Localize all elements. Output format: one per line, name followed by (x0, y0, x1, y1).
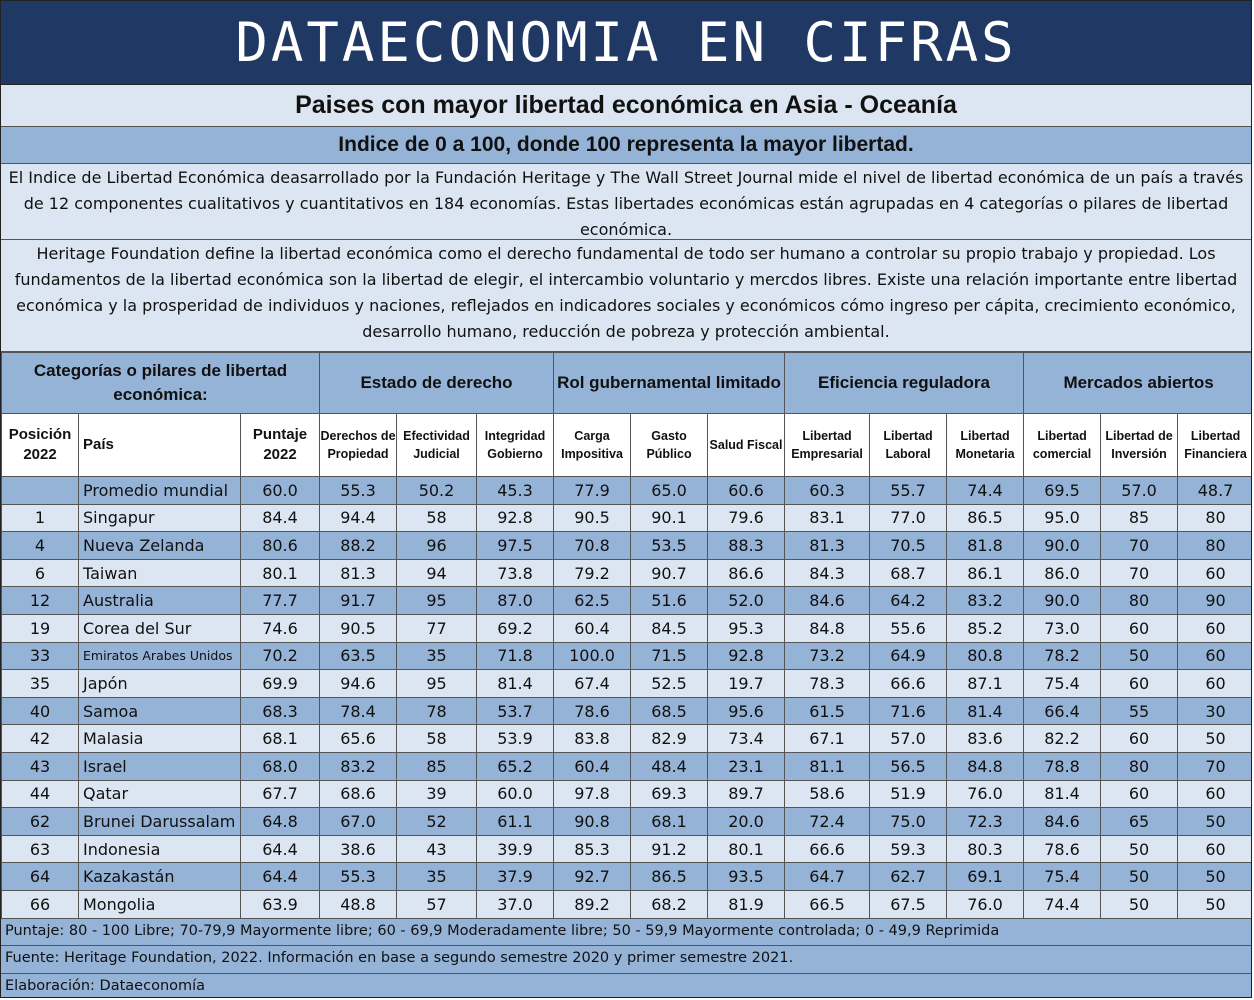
table-cell: 84.3 (785, 559, 870, 587)
table-cell: 81.3 (785, 532, 870, 560)
table-cell: 73.4 (708, 725, 785, 753)
table-cell: 90.0 (1024, 587, 1101, 615)
table-cell: 73.2 (785, 642, 870, 670)
table-cell: 86.1 (947, 559, 1024, 587)
table-cell: 76.0 (947, 890, 1024, 918)
description-paragraph-2: Heritage Foundation define la libertad económica como el derecho fundamental de todo ser humano a controlar su propio trabajo y propiedad. Los fundamentos de la libertad económica son la libertad de elegir, el intercambio voluntario y mercdos libres. Existe una relación importante entre libertad económica y la prosperidad de individuos y naciones, reflejados en indicadores sociales y económicos cómo ingreso per cápita, crecimiento económico, desarrollo humano, reducción de pobreza y protección ambiental. (1, 240, 1251, 352)
table-row (2, 780, 1253, 808)
table-cell: 80.6 (241, 532, 320, 560)
table-cell: 80.3 (947, 835, 1024, 863)
table-cell: 75.0 (870, 808, 947, 836)
table-cell: 58.6 (785, 780, 870, 808)
table-cell: 84.5 (631, 614, 708, 642)
table-cell: 85.3 (554, 835, 631, 863)
table-cell: 66 (2, 890, 79, 918)
table-cell: 67.4 (554, 670, 631, 698)
table-cell: 77 (397, 614, 477, 642)
country-cell: Emiratos Arabes Unidos (79, 642, 241, 670)
table-cell: 87.0 (477, 587, 554, 615)
table-cell: 69.9 (241, 670, 320, 698)
table-cell: 80.1 (241, 559, 320, 587)
table-cell: 83.2 (947, 587, 1024, 615)
table-cell: 68.7 (870, 559, 947, 587)
table-cell: 52 (397, 808, 477, 836)
table-row (2, 725, 1253, 753)
column-header: Libertad Financiera (1178, 414, 1252, 477)
table-cell: 52.5 (631, 670, 708, 698)
table-cell: 64 (2, 863, 79, 891)
table-cell: 12 (2, 587, 79, 615)
banner-title: DATAECONOMIA EN CIFRAS (1, 1, 1251, 85)
table-cell: 66.4 (1024, 697, 1101, 725)
table-cell: 70.8 (554, 532, 631, 560)
table-cell: 60.4 (554, 614, 631, 642)
category-header: Rol gubernamental limitado (554, 353, 785, 414)
table-cell: 60.4 (554, 752, 631, 780)
table-row (2, 890, 1253, 918)
table-cell: 90.5 (320, 614, 397, 642)
table-cell: 73.0 (1024, 614, 1101, 642)
country-cell: Promedio mundial (79, 477, 241, 505)
table-cell: 43 (2, 752, 79, 780)
country-cell: Samoa (79, 697, 241, 725)
table-cell: 64.9 (870, 642, 947, 670)
table-cell: 78.6 (554, 697, 631, 725)
table-cell: 53.9 (477, 725, 554, 753)
country-cell: Japón (79, 670, 241, 698)
table-cell: 50 (1101, 835, 1178, 863)
column-header: Libertad comercial (1024, 414, 1101, 477)
table-row (2, 863, 1253, 891)
table-cell: 57.0 (870, 725, 947, 753)
column-header: Salud Fiscal (708, 414, 785, 477)
table-cell: 60 (1101, 725, 1178, 753)
table-cell: 82.9 (631, 725, 708, 753)
table-cell: 50 (1178, 863, 1252, 891)
table-cell: 77.0 (870, 504, 947, 532)
country-cell: Kazakastán (79, 863, 241, 891)
table-cell: 50 (1101, 863, 1178, 891)
table-cell: 70 (1101, 532, 1178, 560)
table-cell: 77.7 (241, 587, 320, 615)
country-cell: Mongolia (79, 890, 241, 918)
column-header: Efectividad Judicial (397, 414, 477, 477)
table-row (2, 642, 1253, 670)
table-cell: 62 (2, 808, 79, 836)
table-cell: 57.0 (1101, 477, 1178, 505)
table-cell: 50 (1101, 890, 1178, 918)
table-cell: 68.3 (241, 697, 320, 725)
table-cell: 61.5 (785, 697, 870, 725)
table-cell: 78.3 (785, 670, 870, 698)
table-cell: 55.7 (870, 477, 947, 505)
table-cell: 37.9 (477, 863, 554, 891)
table-cell: 85.2 (947, 614, 1024, 642)
table-cell: 73.8 (477, 559, 554, 587)
table-cell: 90.1 (631, 504, 708, 532)
table-cell: 90.0 (1024, 532, 1101, 560)
table-cell: 63.9 (241, 890, 320, 918)
table-cell: 60 (1178, 780, 1252, 808)
table-cell: 78.8 (1024, 752, 1101, 780)
table-cell: 91.2 (631, 835, 708, 863)
table-cell: 64.4 (241, 835, 320, 863)
table-cell: 86.6 (708, 559, 785, 587)
table-cell: 84.6 (1024, 808, 1101, 836)
table-cell: 95.6 (708, 697, 785, 725)
table-cell: 90.8 (554, 808, 631, 836)
table-cell: 50 (1178, 725, 1252, 753)
table-cell: 88.3 (708, 532, 785, 560)
table-cell: 65.6 (320, 725, 397, 753)
freedom-index-table (1, 352, 1252, 919)
table-cell: 65.2 (477, 752, 554, 780)
table-cell: 100.0 (554, 642, 631, 670)
table-cell: 83.8 (554, 725, 631, 753)
table-cell: 82.2 (1024, 725, 1101, 753)
table-cell: 70.2 (241, 642, 320, 670)
table-cell: 60 (1101, 670, 1178, 698)
description-paragraph-1: El Indice de Libertad Económica deasarrollado por la Fundación Heritage y The Wall Street Journal mide el nivel de libertad económica de un país a través de 12 componentes cualitativos y cuantitativos en 184 economías. Estas libertades económicas están agrupadas en 4 categorías o pilares de libertad económica. (1, 164, 1251, 240)
column-header: Integridad Gobierno (477, 414, 554, 477)
table-cell: 90.5 (554, 504, 631, 532)
table-cell: 81.8 (947, 532, 1024, 560)
table-cell: 90.7 (631, 559, 708, 587)
table-cell: 33 (2, 642, 79, 670)
column-header: Posición 2022 (2, 414, 79, 477)
table-cell: 92.8 (477, 504, 554, 532)
table-cell: 76.0 (947, 780, 1024, 808)
table-cell: 67.5 (870, 890, 947, 918)
country-cell: Singapur (79, 504, 241, 532)
table-cell: 60 (1178, 835, 1252, 863)
table-cell: 74.6 (241, 614, 320, 642)
table-cell: 55.6 (870, 614, 947, 642)
table-cell: 58 (397, 725, 477, 753)
table-cell: 60 (1101, 614, 1178, 642)
table-cell: 69.1 (947, 863, 1024, 891)
table-cell: 64.8 (241, 808, 320, 836)
table-cell: 43 (397, 835, 477, 863)
table-cell: 65 (1101, 808, 1178, 836)
table-cell: 97.8 (554, 780, 631, 808)
page-title: Paises con mayor libertad económica en Asia - Oceanía (1, 85, 1251, 127)
table-cell: 20.0 (708, 808, 785, 836)
table-cell: 68.0 (241, 752, 320, 780)
table-cell: 51.6 (631, 587, 708, 615)
table-cell: 68.2 (631, 890, 708, 918)
table-cell: 35 (2, 670, 79, 698)
table-cell: 50 (1178, 890, 1252, 918)
table-cell: 40 (2, 697, 79, 725)
table-cell: 61.1 (477, 808, 554, 836)
table-cell: 91.7 (320, 587, 397, 615)
table-cell: 48.4 (631, 752, 708, 780)
table-cell: 44 (2, 780, 79, 808)
table-row (2, 670, 1253, 698)
country-cell: Corea del Sur (79, 614, 241, 642)
table-cell: 80 (1101, 752, 1178, 780)
table-cell: 60 (1178, 614, 1252, 642)
table-cell: 95.0 (1024, 504, 1101, 532)
table-cell: 80 (1178, 532, 1252, 560)
table-cell: 69.5 (1024, 477, 1101, 505)
table-cell: 66.5 (785, 890, 870, 918)
table-cell: 78.4 (320, 697, 397, 725)
column-header: Libertad Laboral (870, 414, 947, 477)
table-cell: 71.8 (477, 642, 554, 670)
table-cell: 92.7 (554, 863, 631, 891)
table-cell: 60 (1101, 780, 1178, 808)
column-header: Libertad de Inversión (1101, 414, 1178, 477)
table-cell: 78.2 (1024, 642, 1101, 670)
table-cell: 80 (1101, 587, 1178, 615)
table-cell: 95 (397, 587, 477, 615)
table-cell: 85 (397, 752, 477, 780)
table-cell: 62.5 (554, 587, 631, 615)
table-cell: 42 (2, 725, 79, 753)
table-cell: 84.4 (241, 504, 320, 532)
table-cell: 74.4 (947, 477, 1024, 505)
table-cell: 55.3 (320, 863, 397, 891)
table-cell: 79.6 (708, 504, 785, 532)
table-cell: 89.7 (708, 780, 785, 808)
table-cell: 19 (2, 614, 79, 642)
table-cell: 50 (1178, 808, 1252, 836)
category-header: Estado de derecho (320, 353, 554, 414)
table-cell: 70 (1178, 752, 1252, 780)
table-cell: 83.6 (947, 725, 1024, 753)
table-cell: 97.5 (477, 532, 554, 560)
table-cell: 86.5 (631, 863, 708, 891)
table-cell: 60 (1178, 559, 1252, 587)
table-cell: 69.3 (631, 780, 708, 808)
column-header: Derechos de Propiedad (320, 414, 397, 477)
table-row (2, 752, 1253, 780)
table-cell: 86.5 (947, 504, 1024, 532)
table-cell: 86.0 (1024, 559, 1101, 587)
table-cell: 56.5 (870, 752, 947, 780)
score-legend: Puntaje: 80 - 100 Libre; 70-79,9 Mayormente libre; 60 - 69,9 Moderadamente libre; 50 - 59,9 Mayormente controlada; 0 - 49,9 Reprimida (1, 919, 1251, 946)
table-cell: 53.5 (631, 532, 708, 560)
table-cell: 74.4 (1024, 890, 1101, 918)
table-cell: 52.0 (708, 587, 785, 615)
table-cell: 71.6 (870, 697, 947, 725)
country-cell: Malasia (79, 725, 241, 753)
table-row (2, 808, 1253, 836)
table-row (2, 697, 1253, 725)
world-average-row (2, 477, 1253, 505)
table-cell: 75.4 (1024, 863, 1101, 891)
table-cell: 39 (397, 780, 477, 808)
table-row (2, 532, 1253, 560)
column-header: Carga Impositiva (554, 414, 631, 477)
column-header: Libertad Empresarial (785, 414, 870, 477)
category-label-header: Categorías o pilares de libertad económica: (2, 353, 320, 414)
country-cell: Nueva Zelanda (79, 532, 241, 560)
table-cell: 90 (1178, 587, 1252, 615)
source-note: Fuente: Heritage Foundation, 2022. Información en base a segundo semestre 2020 y primer semestre 2021. (1, 946, 1251, 974)
table-cell: 39.9 (477, 835, 554, 863)
table-cell: 94.6 (320, 670, 397, 698)
country-cell: Brunei Darussalam (79, 808, 241, 836)
table-cell: 66.6 (785, 835, 870, 863)
table-cell: 55 (1101, 697, 1178, 725)
table-cell: 51.9 (870, 780, 947, 808)
table-row (2, 559, 1253, 587)
table-cell (2, 477, 79, 505)
table-cell: 62.7 (870, 863, 947, 891)
country-cell: Taiwan (79, 559, 241, 587)
table-cell: 81.4 (477, 670, 554, 698)
table-cell: 87.1 (947, 670, 1024, 698)
table-cell: 94 (397, 559, 477, 587)
table-cell: 1 (2, 504, 79, 532)
table-cell: 77.9 (554, 477, 631, 505)
table-cell: 78.6 (1024, 835, 1101, 863)
column-header: País (79, 414, 241, 477)
column-header: Gasto Público (631, 414, 708, 477)
table-cell: 71.5 (631, 642, 708, 670)
table-cell: 80.8 (947, 642, 1024, 670)
table-cell: 80 (1178, 504, 1252, 532)
column-header: Puntaje 2022 (241, 414, 320, 477)
table-cell: 81.9 (708, 890, 785, 918)
table-cell: 68.5 (631, 697, 708, 725)
table-cell: 67.7 (241, 780, 320, 808)
table-cell: 30 (1178, 697, 1252, 725)
table-cell: 19.7 (708, 670, 785, 698)
table-cell: 70.5 (870, 532, 947, 560)
table-row (2, 504, 1253, 532)
table-cell: 94.4 (320, 504, 397, 532)
table-cell: 78 (397, 697, 477, 725)
table-cell: 38.6 (320, 835, 397, 863)
table-cell: 50.2 (397, 477, 477, 505)
table-cell: 48.8 (320, 890, 397, 918)
table-cell: 95 (397, 670, 477, 698)
table-cell: 75.4 (1024, 670, 1101, 698)
table-cell: 72.4 (785, 808, 870, 836)
table-row (2, 614, 1253, 642)
page-subtitle: Indice de 0 a 100, donde 100 representa la mayor libertad. (1, 127, 1251, 164)
table-cell: 58 (397, 504, 477, 532)
table-cell: 63 (2, 835, 79, 863)
table-cell: 65.0 (631, 477, 708, 505)
table-cell: 81.1 (785, 752, 870, 780)
credit-note: Elaboración: Dataeconomía (1, 974, 1251, 999)
table-cell: 70 (1101, 559, 1178, 587)
table-cell: 84.8 (785, 614, 870, 642)
table-cell: 93.5 (708, 863, 785, 891)
table-cell: 72.3 (947, 808, 1024, 836)
table-cell: 60.6 (708, 477, 785, 505)
table-cell: 35 (397, 642, 477, 670)
table-row (2, 587, 1253, 615)
table-cell: 59.3 (870, 835, 947, 863)
table-cell: 81.4 (947, 697, 1024, 725)
table-cell: 64.2 (870, 587, 947, 615)
category-header: Mercados abiertos (1024, 353, 1252, 414)
table-cell: 83.1 (785, 504, 870, 532)
table-cell: 35 (397, 863, 477, 891)
table-cell: 68.1 (241, 725, 320, 753)
table-cell: 81.4 (1024, 780, 1101, 808)
table-cell: 37.0 (477, 890, 554, 918)
table-cell: 85 (1101, 504, 1178, 532)
table-cell: 88.2 (320, 532, 397, 560)
country-cell: Indonesia (79, 835, 241, 863)
table-cell: 84.6 (785, 587, 870, 615)
column-header: Libertad Monetaria (947, 414, 1024, 477)
country-cell: Israel (79, 752, 241, 780)
table-cell: 68.1 (631, 808, 708, 836)
table-cell: 60 (1178, 670, 1252, 698)
table-cell: 68.6 (320, 780, 397, 808)
table-cell: 96 (397, 532, 477, 560)
table-cell: 84.8 (947, 752, 1024, 780)
table-cell: 60 (1178, 642, 1252, 670)
table-cell: 60.0 (477, 780, 554, 808)
table-cell: 50 (1101, 642, 1178, 670)
table-cell: 83.2 (320, 752, 397, 780)
table-cell: 92.8 (708, 642, 785, 670)
table-cell: 95.3 (708, 614, 785, 642)
table-cell: 80.1 (708, 835, 785, 863)
table-row (2, 835, 1253, 863)
table-cell: 64.4 (241, 863, 320, 891)
table-cell: 64.7 (785, 863, 870, 891)
table-cell: 81.3 (320, 559, 397, 587)
table-cell: 66.6 (870, 670, 947, 698)
country-cell: Qatar (79, 780, 241, 808)
table-cell: 60.0 (241, 477, 320, 505)
table-cell: 63.5 (320, 642, 397, 670)
table-cell: 53.7 (477, 697, 554, 725)
table-cell: 57 (397, 890, 477, 918)
table-cell: 89.2 (554, 890, 631, 918)
table-cell: 55.3 (320, 477, 397, 505)
table-cell: 48.7 (1178, 477, 1252, 505)
table-cell: 4 (2, 532, 79, 560)
table-cell: 23.1 (708, 752, 785, 780)
table-cell: 67.0 (320, 808, 397, 836)
country-cell: Australia (79, 587, 241, 615)
table-cell: 79.2 (554, 559, 631, 587)
table-cell: 45.3 (477, 477, 554, 505)
table-cell: 6 (2, 559, 79, 587)
category-header: Eficiencia reguladora (785, 353, 1024, 414)
table-cell: 69.2 (477, 614, 554, 642)
table-cell: 60.3 (785, 477, 870, 505)
table-cell: 67.1 (785, 725, 870, 753)
